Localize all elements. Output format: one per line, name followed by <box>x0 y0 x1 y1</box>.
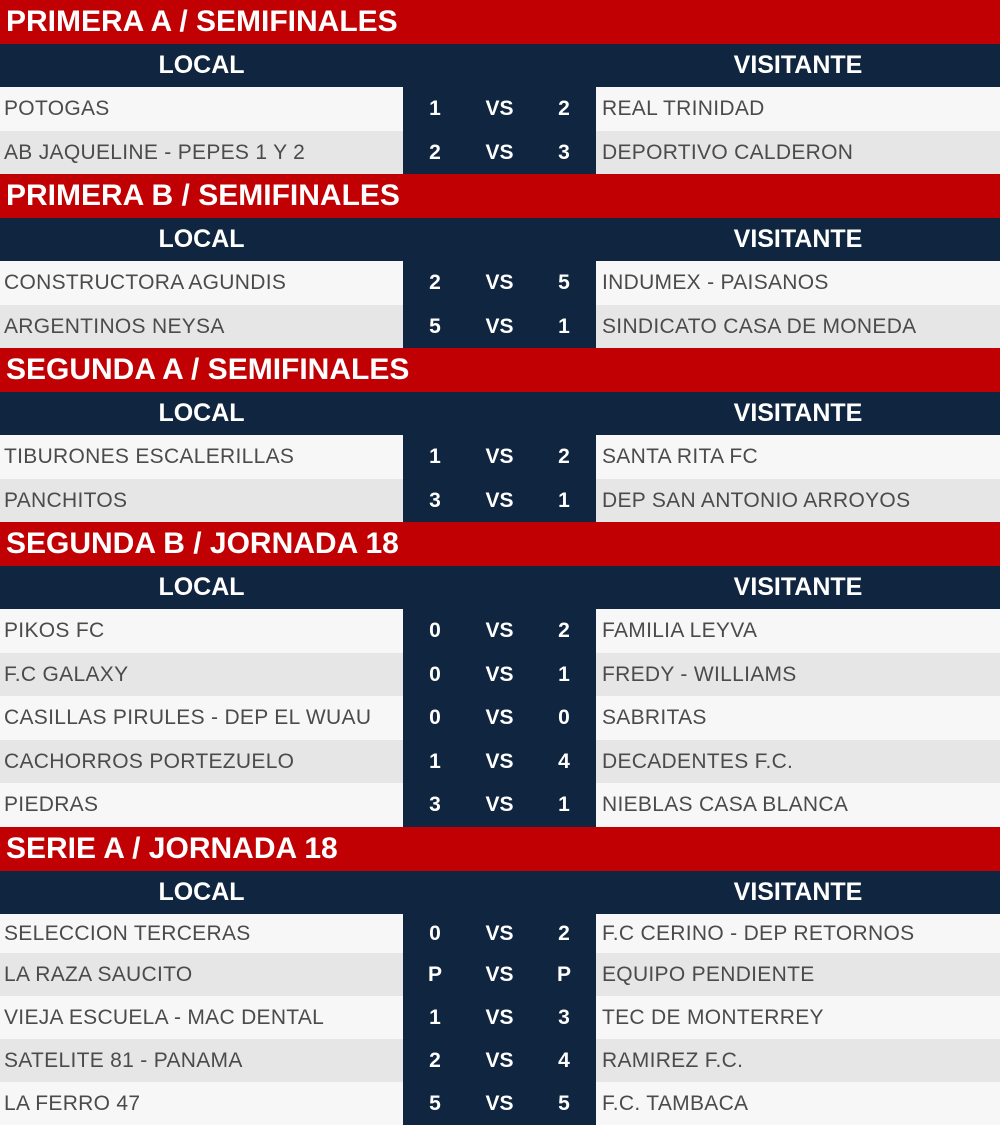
visitante-team: F.C. TAMBACA <box>596 1082 1000 1125</box>
local-column-header: LOCAL <box>158 225 245 253</box>
away-score: 5 <box>558 271 570 294</box>
vs-label: VS <box>485 962 514 986</box>
match-list <box>0 609 1000 827</box>
match-list <box>0 435 1000 522</box>
match-list <box>0 261 1000 348</box>
score-column-header <box>403 566 596 609</box>
local-team: PANCHITOS <box>0 479 403 523</box>
match-row <box>0 914 1000 953</box>
match-row <box>0 1039 1000 1082</box>
vs-label: VS <box>485 706 514 729</box>
vs-label: VS <box>485 140 514 164</box>
away-score: 1 <box>558 314 570 338</box>
column-header-row <box>0 44 1000 87</box>
visitante-team: TEC DE MONTERREY <box>596 996 1000 1039</box>
local-team: CASILLAS PIRULES - DEP EL WUAU <box>0 696 403 740</box>
home-score: P <box>427 962 442 986</box>
match-row <box>0 479 1000 523</box>
column-header-row <box>0 392 1000 435</box>
away-score: 0 <box>558 706 570 729</box>
vs-label: VS <box>485 1092 514 1116</box>
home-score: 1 <box>429 749 441 773</box>
home-score: 2 <box>429 271 441 294</box>
visitante-team: SINDICATO CASA DE MONEDA <box>596 305 1000 349</box>
visitante-team: EQUIPO PENDIENTE <box>596 953 1000 996</box>
away-score: 1 <box>558 488 570 512</box>
visitante-column-header: VISITANTE <box>733 399 863 427</box>
away-score: 2 <box>558 921 570 945</box>
visitante-column-header: VISITANTE <box>733 225 863 253</box>
local-team: AB JAQUELINE - PEPES 1 Y 2 <box>0 131 403 175</box>
section-title: SEGUNDA B / JORNADA 18 <box>0 522 1000 566</box>
score-column-header <box>403 871 596 914</box>
vs-label: VS <box>485 1005 514 1029</box>
away-score: P <box>556 962 571 986</box>
score-block <box>403 996 596 1039</box>
vs-label: VS <box>485 619 514 642</box>
local-team: SELECCION TERCERAS <box>0 914 403 953</box>
score-block <box>403 914 596 953</box>
score-block <box>403 1082 596 1125</box>
vs-label: VS <box>485 97 514 120</box>
vs-label: VS <box>485 1048 514 1072</box>
column-header-row <box>0 566 1000 609</box>
vs-label: VS <box>485 271 514 294</box>
score-block <box>403 87 596 131</box>
match-row <box>0 261 1000 305</box>
section-title: PRIMERA B / SEMIFINALES <box>0 174 1000 218</box>
match-row <box>0 953 1000 996</box>
visitante-team: FREDY - WILLIAMS <box>596 653 1000 697</box>
visitante-team: SABRITAS <box>596 696 1000 740</box>
score-block <box>403 740 596 784</box>
section-title: PRIMERA A / SEMIFINALES <box>0 0 1000 44</box>
vs-label: VS <box>485 749 514 773</box>
score-column-header <box>403 392 596 435</box>
match-list <box>0 914 1000 1126</box>
visitante-team: F.C CERINO - DEP RETORNOS <box>596 914 1000 953</box>
score-block <box>403 953 596 996</box>
score-column-header <box>403 218 596 261</box>
visitante-column-header: VISITANTE <box>733 573 863 601</box>
home-score: 0 <box>429 662 441 686</box>
score-block <box>403 479 596 523</box>
column-header-row <box>0 218 1000 261</box>
local-team: VIEJA ESCUELA - MAC DENTAL <box>0 996 403 1039</box>
visitante-team: REAL TRINIDAD <box>596 87 1000 131</box>
score-block <box>403 131 596 175</box>
visitante-team: SANTA RITA FC <box>596 435 1000 479</box>
score-block <box>403 696 596 740</box>
match-row <box>0 87 1000 131</box>
local-team: LA RAZA SAUCITO <box>0 953 403 996</box>
away-score: 3 <box>558 1005 570 1029</box>
local-column-header: LOCAL <box>158 51 245 79</box>
visitante-team: DEPORTIVO CALDERON <box>596 131 1000 175</box>
home-score: 5 <box>429 1092 441 1116</box>
vs-label: VS <box>485 793 514 816</box>
away-score: 4 <box>558 749 570 773</box>
score-column-header <box>403 44 596 87</box>
away-score: 3 <box>558 140 570 164</box>
visitante-column-header: VISITANTE <box>733 877 863 906</box>
away-score: 5 <box>558 1092 570 1116</box>
score-block <box>403 435 596 479</box>
score-block <box>403 261 596 305</box>
league-section <box>0 0 1000 174</box>
home-score: 1 <box>429 445 441 468</box>
away-score: 2 <box>558 619 570 642</box>
match-row <box>0 609 1000 653</box>
visitante-column-header: VISITANTE <box>733 51 863 79</box>
home-score: 3 <box>429 488 441 512</box>
away-score: 2 <box>558 97 570 120</box>
vs-label: VS <box>485 662 514 686</box>
visitante-team: RAMIREZ F.C. <box>596 1039 1000 1082</box>
match-row <box>0 305 1000 349</box>
local-team: SATELITE 81 - PANAMA <box>0 1039 403 1082</box>
match-row <box>0 740 1000 784</box>
local-team: CONSTRUCTORA AGUNDIS <box>0 261 403 305</box>
home-score: 0 <box>429 706 441 729</box>
match-row <box>0 653 1000 697</box>
local-team: LA FERRO 47 <box>0 1082 403 1125</box>
vs-label: VS <box>485 921 514 945</box>
score-block <box>403 653 596 697</box>
match-row <box>0 996 1000 1039</box>
home-score: 0 <box>429 921 441 945</box>
vs-label: VS <box>485 445 514 468</box>
away-score: 1 <box>558 662 570 686</box>
match-list <box>0 87 1000 174</box>
score-block <box>403 305 596 349</box>
local-team: F.C GALAXY <box>0 653 403 697</box>
local-team: POTOGAS <box>0 87 403 131</box>
home-score: 2 <box>429 1048 441 1072</box>
local-column-header: LOCAL <box>158 399 245 427</box>
home-score: 1 <box>429 97 441 120</box>
vs-label: VS <box>485 488 514 512</box>
away-score: 4 <box>558 1048 570 1072</box>
visitante-team: FAMILIA LEYVA <box>596 609 1000 653</box>
league-section <box>0 827 1000 1126</box>
column-header-row <box>0 871 1000 914</box>
match-row <box>0 783 1000 827</box>
local-column-header: LOCAL <box>158 573 245 601</box>
home-score: 5 <box>429 314 441 338</box>
match-row <box>0 131 1000 175</box>
score-block <box>403 1039 596 1082</box>
local-team: TIBURONES ESCALERILLAS <box>0 435 403 479</box>
away-score: 1 <box>558 793 570 816</box>
home-score: 1 <box>429 1005 441 1029</box>
match-row <box>0 1082 1000 1125</box>
vs-label: VS <box>485 314 514 338</box>
local-team: CACHORROS PORTEZUELO <box>0 740 403 784</box>
match-row <box>0 696 1000 740</box>
visitante-team: INDUMEX - PAISANOS <box>596 261 1000 305</box>
league-section <box>0 174 1000 348</box>
home-score: 2 <box>429 140 441 164</box>
visitante-team: DEP SAN ANTONIO ARROYOS <box>596 479 1000 523</box>
score-block <box>403 609 596 653</box>
local-team: PIEDRAS <box>0 783 403 827</box>
league-section <box>0 522 1000 827</box>
league-section <box>0 348 1000 522</box>
score-block <box>403 783 596 827</box>
local-team: PIKOS FC <box>0 609 403 653</box>
home-score: 0 <box>429 619 441 642</box>
section-title: SERIE A / JORNADA 18 <box>0 827 1000 871</box>
visitante-team: DECADENTES F.C. <box>596 740 1000 784</box>
away-score: 2 <box>558 445 570 468</box>
local-column-header: LOCAL <box>158 877 245 906</box>
local-team: ARGENTINOS NEYSA <box>0 305 403 349</box>
visitante-team: NIEBLAS CASA BLANCA <box>596 783 1000 827</box>
match-row <box>0 435 1000 479</box>
section-title: SEGUNDA A / SEMIFINALES <box>0 348 1000 392</box>
home-score: 3 <box>429 793 441 816</box>
